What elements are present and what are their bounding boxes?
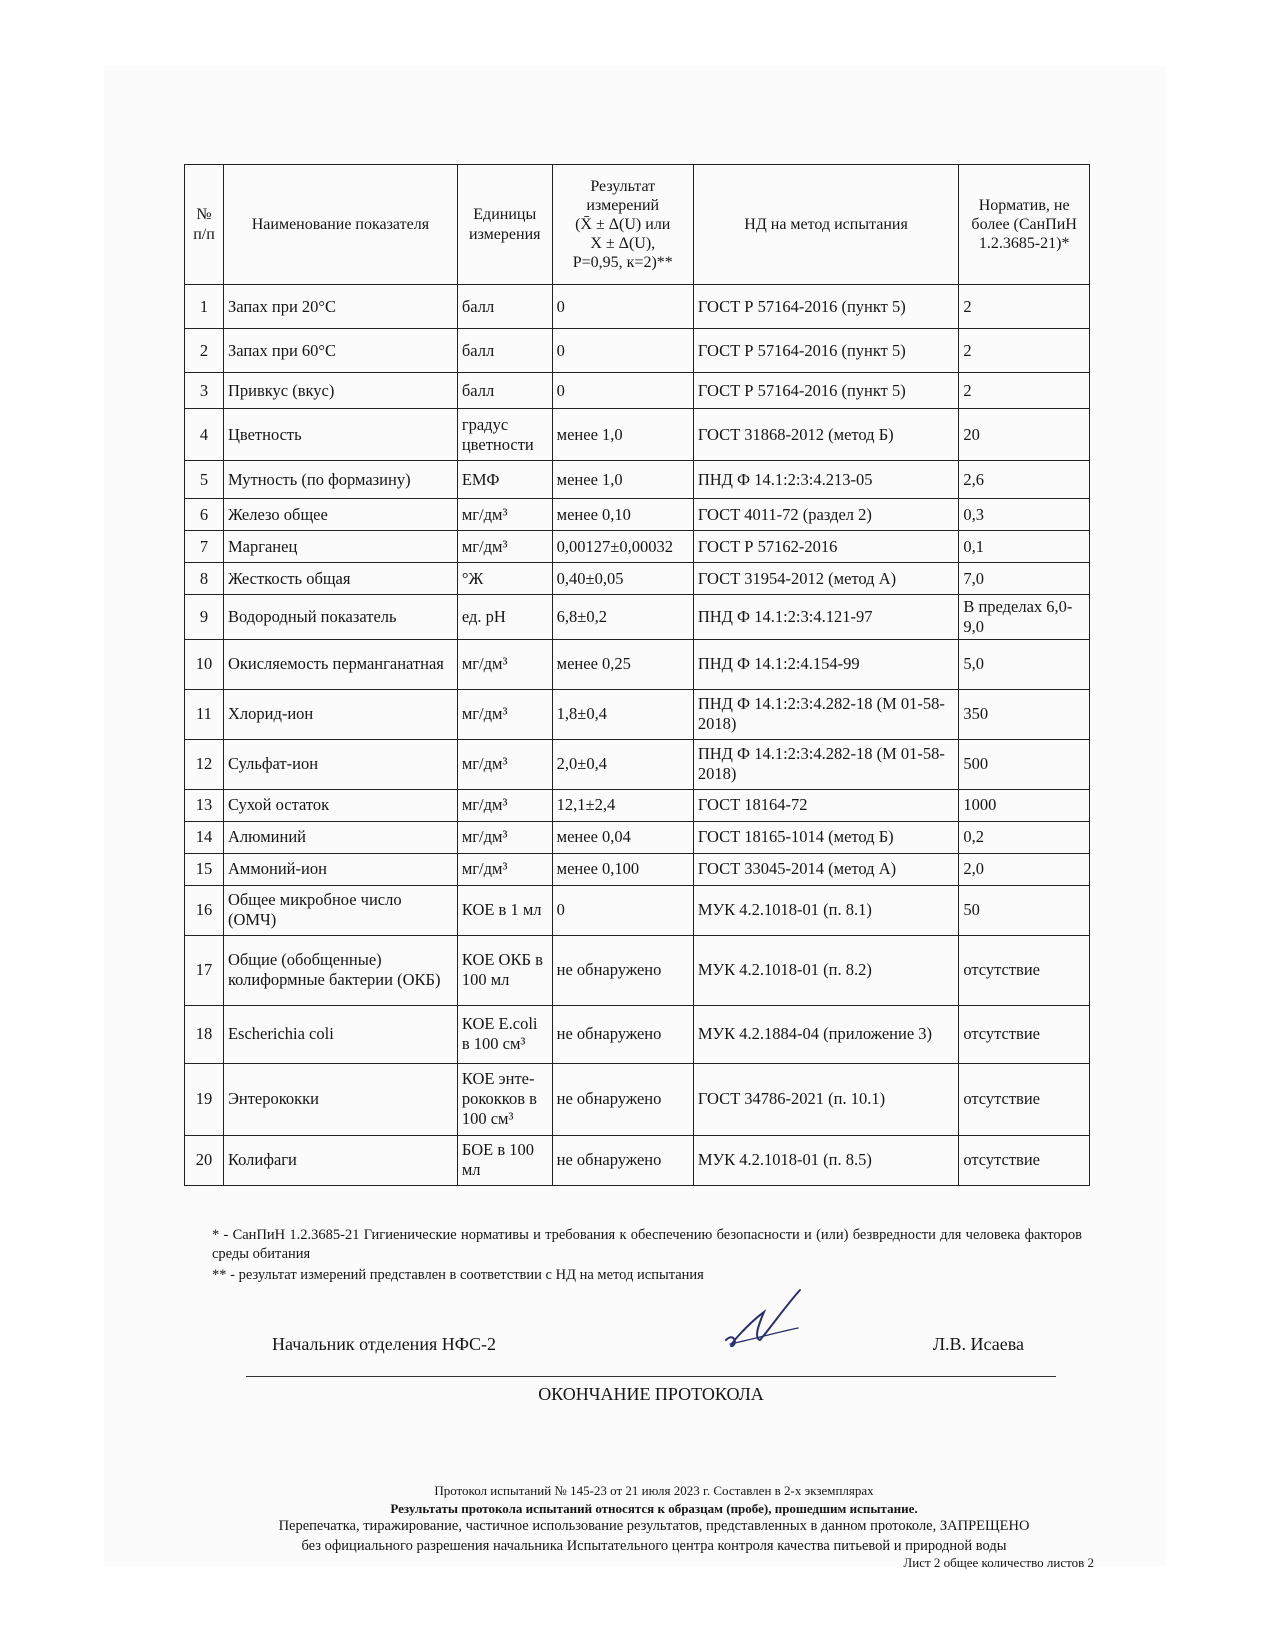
unit-cell: градус цветности [457, 409, 552, 461]
row-number-cell: 2 [185, 329, 224, 373]
result-cell: не обнаружено [552, 1063, 693, 1135]
test-method-cell: МУК 4.2.1884-04 (приложение 3) [693, 1005, 958, 1063]
unit-cell: мг/дм³ [457, 853, 552, 885]
unit-cell: балл [457, 285, 552, 329]
unit-cell: БОЕ в 100 мл [457, 1135, 552, 1185]
indicator-name-cell: Железо общее [223, 499, 457, 531]
norm-cell: 50 [959, 885, 1090, 935]
table-row [185, 461, 1090, 499]
result-cell: 6,8±0,2 [552, 595, 693, 640]
row-number-cell: 6 [185, 499, 224, 531]
test-method-cell: ПНД Ф 14.1:2:3:4.213-05 [693, 461, 958, 499]
signature-row [272, 1334, 1024, 1374]
test-method-cell: ГОСТ 33045-2014 (метод А) [693, 853, 958, 885]
table-row [185, 639, 1090, 689]
unit-cell: мг/дм³ [457, 821, 552, 853]
row-number-cell: 5 [185, 461, 224, 499]
table-row [185, 595, 1090, 640]
end-of-protocol-title: ОКОНЧАНИЕ ПРОТОКОЛА [538, 1384, 764, 1404]
result-cell: не обнаружено [552, 1005, 693, 1063]
indicator-name-cell: Цветность [223, 409, 457, 461]
handwritten-signature [720, 1282, 810, 1352]
row-number-cell: 9 [185, 595, 224, 640]
row-number-cell: 7 [185, 531, 224, 563]
unit-cell: ед. pH [457, 595, 552, 640]
result-cell: 0 [552, 885, 693, 935]
norm-cell: 2,6 [959, 461, 1090, 499]
result-cell: 12,1±2,4 [552, 789, 693, 821]
result-cell: 0,40±0,05 [552, 563, 693, 595]
test-method-cell: ГОСТ 4011-72 (раздел 2) [693, 499, 958, 531]
unit-cell: мг/дм³ [457, 739, 552, 789]
test-method-cell: ГОСТ 18165-1014 (метод Б) [693, 821, 958, 853]
unit-cell: КОЕ в 1 мл [457, 885, 552, 935]
table-row [185, 285, 1090, 329]
test-method-cell: МУК 4.2.1018-01 (п. 8.5) [693, 1135, 958, 1185]
norm-cell: 5,0 [959, 639, 1090, 689]
indicator-name-cell: Жесткость общая [223, 563, 457, 595]
indicator-name-cell: Хлорид-ион [223, 689, 457, 739]
header-result-line2: (X̄ ± Δ(U) или [575, 215, 671, 233]
test-method-cell: ПНД Ф 14.1:2:3:4.282-18 (М 01-58-2018) [693, 689, 958, 739]
result-cell: менее 1,0 [552, 409, 693, 461]
table-body [185, 285, 1090, 1186]
table-header-row [185, 165, 1090, 285]
norm-cell: 500 [959, 739, 1090, 789]
result-cell: 1,8±0,4 [552, 689, 693, 739]
norm-cell: 2 [959, 329, 1090, 373]
table-row [185, 1005, 1090, 1063]
footnotes [212, 1226, 1082, 1287]
result-cell: менее 0,25 [552, 639, 693, 689]
result-cell: 0 [552, 285, 693, 329]
unit-cell: КОЕ E.coli в 100 см³ [457, 1005, 552, 1063]
norm-cell: 0,1 [959, 531, 1090, 563]
table-row [185, 329, 1090, 373]
norm-cell: отсутствие [959, 1135, 1090, 1185]
footer-copy-restriction: Перепечатка, тиражирование, частичное использование результатов, представленных в данном протоколе, ЗАПРЕЩЕНО [278, 1518, 1030, 1535]
unit-cell: мг/дм³ [457, 531, 552, 563]
unit-cell: КОЕ энте-рококков в 100 см³ [457, 1063, 552, 1135]
row-number-cell: 10 [185, 639, 224, 689]
norm-cell: 2 [959, 285, 1090, 329]
table-row [185, 689, 1090, 739]
row-number-cell: 16 [185, 885, 224, 935]
test-method-cell: ПНД Ф 14.1:2:3:4.282-18 (М 01-58-2018) [693, 739, 958, 789]
row-number-cell: 3 [185, 373, 224, 409]
header-result [552, 165, 693, 285]
indicator-name-cell: Сульфат-ион [223, 739, 457, 789]
row-number-cell: 14 [185, 821, 224, 853]
header-result-line4: P=0,95, к=2)** [572, 254, 673, 272]
indicator-name-cell: Escherichia coli [223, 1005, 457, 1063]
norm-cell: отсутствие [959, 1063, 1090, 1135]
header-result-line3: X ± Δ(U), [590, 235, 656, 253]
test-method-cell: ГОСТ Р 57162-2016 [693, 531, 958, 563]
table-row [185, 739, 1090, 789]
header-norm: Норматив, не более (СанПиН 1.2.3685-21)* [959, 165, 1090, 285]
test-method-cell: ПНД Ф 14.1:2:4.154-99 [693, 639, 958, 689]
unit-cell: мг/дм³ [457, 499, 552, 531]
row-number-cell: 13 [185, 789, 224, 821]
test-method-cell: МУК 4.2.1018-01 (п. 8.1) [693, 885, 958, 935]
header-num: № п/п [185, 165, 224, 285]
unit-cell: ЕМФ [457, 461, 552, 499]
indicator-name-cell: Мутность (по формазину) [223, 461, 457, 499]
unit-cell: мг/дм³ [457, 639, 552, 689]
row-number-cell: 12 [185, 739, 224, 789]
row-number-cell: 20 [185, 1135, 224, 1185]
row-number-cell: 17 [185, 935, 224, 1005]
test-method-cell: ПНД Ф 14.1:2:3:4.121-97 [693, 595, 958, 640]
norm-cell: 0,3 [959, 499, 1090, 531]
indicator-name-cell: Общее микробное число (ОМЧ) [223, 885, 457, 935]
page-footer [214, 1482, 1094, 1572]
indicator-name-cell: Колифаги [223, 1135, 457, 1185]
table-row [185, 373, 1090, 409]
table-row [185, 885, 1090, 935]
row-number-cell: 11 [185, 689, 224, 739]
unit-cell: КОЕ ОКБ в 100 мл [457, 935, 552, 1005]
test-method-cell: ГОСТ Р 57164-2016 (пункт 5) [693, 285, 958, 329]
divider-line [246, 1376, 1056, 1377]
indicator-name-cell: Общие (обобщенные) колиформные бактерии (ОКБ) [223, 935, 457, 1005]
result-cell: не обнаружено [552, 935, 693, 1005]
norm-cell: 0,2 [959, 821, 1090, 853]
result-cell: менее 1,0 [552, 461, 693, 499]
indicator-name-cell: Марганец [223, 531, 457, 563]
unit-cell: балл [457, 329, 552, 373]
footer-scope-note: Результаты протокола испытаний относятся к образцам (пробе), прошедшим испытание. [390, 1500, 918, 1516]
test-method-cell: ГОСТ Р 57164-2016 (пункт 5) [693, 373, 958, 409]
footnote-sanpin: * - СанПиН 1.2.3685-21 Гигиенические нормативы и требования к обеспечению безопасности и (или) безвредности для человека факторов среды обитания [212, 1227, 1082, 1262]
table-row [185, 853, 1090, 885]
result-cell: не обнаружено [552, 1135, 693, 1185]
table-row [185, 409, 1090, 461]
norm-cell: отсутствие [959, 1005, 1090, 1063]
norm-cell: 2,0 [959, 853, 1090, 885]
table-row [185, 789, 1090, 821]
results-table [184, 164, 1090, 1186]
test-method-cell: МУК 4.2.1018-01 (п. 8.2) [693, 935, 958, 1005]
signer-position: Начальник отделения НФС-2 [272, 1334, 496, 1354]
header-units: Единицы измерения [457, 165, 552, 285]
indicator-name-cell: Алюминий [223, 821, 457, 853]
norm-cell: 7,0 [959, 563, 1090, 595]
indicator-name-cell: Водородный показатель [223, 595, 457, 640]
indicator-name-cell: Аммоний-ион [223, 853, 457, 885]
table-row [185, 935, 1090, 1005]
header-result-line1: Результат измерений [586, 177, 660, 214]
result-cell: 0 [552, 373, 693, 409]
test-method-cell: ГОСТ 31954-2012 (метод А) [693, 563, 958, 595]
result-cell: менее 0,10 [552, 499, 693, 531]
indicator-name-cell: Запах при 20°С [223, 285, 457, 329]
table-row [185, 499, 1090, 531]
unit-cell: °Ж [457, 563, 552, 595]
norm-cell: 350 [959, 689, 1090, 739]
table-row [185, 1135, 1090, 1185]
indicator-name-cell: Энтерококки [223, 1063, 457, 1135]
test-method-cell: ГОСТ Р 57164-2016 (пункт 5) [693, 329, 958, 373]
norm-cell: В пределах 6,0-9,0 [959, 595, 1090, 640]
norm-cell: 20 [959, 409, 1090, 461]
result-cell: менее 0,100 [552, 853, 693, 885]
unit-cell: мг/дм³ [457, 789, 552, 821]
unit-cell: мг/дм³ [457, 689, 552, 739]
row-number-cell: 8 [185, 563, 224, 595]
footnote-result: ** - результат измерений представлен в соответствии с НД на метод испытания [212, 1266, 704, 1283]
result-cell: менее 0,04 [552, 821, 693, 853]
test-method-cell: ГОСТ 34786-2021 (п. 10.1) [693, 1063, 958, 1135]
indicator-name-cell: Окисляемость перманганатная [223, 639, 457, 689]
indicator-name-cell: Привкус (вкус) [223, 373, 457, 409]
indicator-name-cell: Запах при 60°С [223, 329, 457, 373]
row-number-cell: 15 [185, 853, 224, 885]
row-number-cell: 1 [185, 285, 224, 329]
row-number-cell: 19 [185, 1063, 224, 1135]
signer-name: Л.В. Исаева [932, 1334, 1024, 1354]
norm-cell: отсутствие [959, 935, 1090, 1005]
footer-protocol-info: Протокол испытаний № 145-23 от 21 июля 2023 г. Составлен в 2-х экземплярах [434, 1483, 874, 1498]
table-row [185, 531, 1090, 563]
header-method: НД на метод испытания [693, 165, 958, 285]
row-number-cell: 4 [185, 409, 224, 461]
row-number-cell: 18 [185, 1005, 224, 1063]
norm-cell: 1000 [959, 789, 1090, 821]
result-cell: 0 [552, 329, 693, 373]
test-method-cell: ГОСТ 31868-2012 (метод Б) [693, 409, 958, 461]
table-row [185, 1063, 1090, 1135]
indicator-name-cell: Сухой остаток [223, 789, 457, 821]
test-method-cell: ГОСТ 18164-72 [693, 789, 958, 821]
result-cell: 0,00127±0,00032 [552, 531, 693, 563]
footer-permission-note: без официального разрешения начальника Испытательного центра контроля качества питьевой и природной воды [301, 1537, 1007, 1554]
header-name: Наименование показателя [223, 165, 457, 285]
result-cell: 2,0±0,4 [552, 739, 693, 789]
footer-sheet-count: Лист 2 общее количество листов 2 [903, 1555, 1094, 1571]
unit-cell: балл [457, 373, 552, 409]
norm-cell: 2 [959, 373, 1090, 409]
table-row [185, 563, 1090, 595]
table-row [185, 821, 1090, 853]
